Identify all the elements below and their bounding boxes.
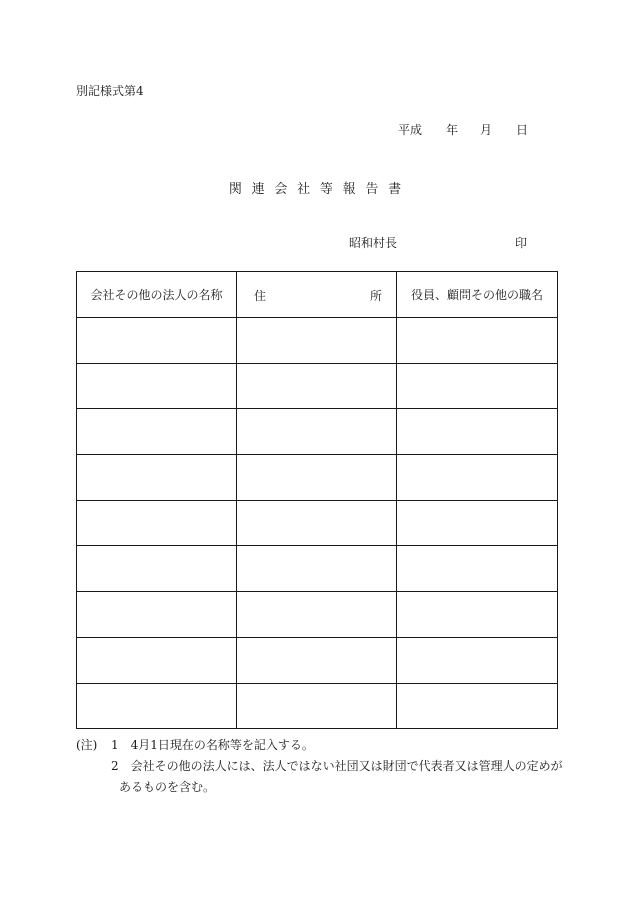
table-row [77, 683, 558, 729]
table-row [77, 363, 558, 409]
cell-address[interactable] [237, 318, 397, 364]
cell-position[interactable] [397, 318, 558, 364]
header-address-right: 所 [369, 289, 382, 303]
note-item-1: 1 4月1日現在の名称等を記入する。 [111, 738, 314, 752]
cell-position[interactable] [397, 683, 558, 729]
table-header-row [77, 272, 558, 318]
cell-address[interactable] [237, 546, 397, 592]
table-row [77, 500, 558, 546]
header-address [237, 272, 397, 318]
cell-position[interactable] [397, 409, 558, 455]
cell-position[interactable] [397, 500, 558, 546]
header-position: 役員、顧問その他の職名 [397, 272, 558, 318]
cell-address[interactable] [237, 592, 397, 638]
date-day: 日 [516, 123, 529, 137]
table-body [77, 318, 558, 729]
date-month: 月 [480, 123, 493, 137]
cell-position[interactable] [397, 637, 558, 683]
cell-address[interactable] [237, 363, 397, 409]
form-number: 別記様式第4 [76, 84, 144, 98]
cell-address[interactable] [237, 409, 397, 455]
cell-company-name[interactable] [77, 637, 237, 683]
cell-position[interactable] [397, 363, 558, 409]
note-item-2: 2 会社その他の法人には、法人ではない社団又は財団で代表者又は管理人の定めが [111, 759, 563, 773]
cell-company-name[interactable] [77, 318, 237, 364]
table-row [77, 546, 558, 592]
date-year: 年 [446, 123, 459, 137]
header-address-left: 住 [254, 289, 267, 303]
table-row [77, 455, 558, 501]
cell-company-name[interactable] [77, 409, 237, 455]
document-title: 関連会社等報告書 [228, 182, 411, 197]
cell-position[interactable] [397, 455, 558, 501]
cell-company-name[interactable] [77, 592, 237, 638]
cell-company-name[interactable] [77, 500, 237, 546]
cell-company-name[interactable] [77, 455, 237, 501]
cell-position[interactable] [397, 546, 558, 592]
cell-address[interactable] [237, 500, 397, 546]
cell-address[interactable] [237, 683, 397, 729]
seal-mark: 印 [515, 236, 528, 250]
cell-company-name[interactable] [77, 683, 237, 729]
date-era: 平成 [398, 123, 423, 137]
header-company-name: 会社その他の法人の名称 [77, 272, 237, 318]
report-table [76, 271, 558, 729]
cell-company-name[interactable] [77, 363, 237, 409]
table-row [77, 637, 558, 683]
table-row [77, 409, 558, 455]
cell-position[interactable] [397, 592, 558, 638]
table-row [77, 318, 558, 364]
notes-label: (注) [76, 738, 98, 752]
table-row [77, 592, 558, 638]
cell-address[interactable] [237, 455, 397, 501]
addressee: 昭和村長 [349, 236, 398, 250]
cell-address[interactable] [237, 637, 397, 683]
cell-company-name[interactable] [77, 546, 237, 592]
note-item-2-continued: あるものを含む。 [119, 780, 216, 794]
